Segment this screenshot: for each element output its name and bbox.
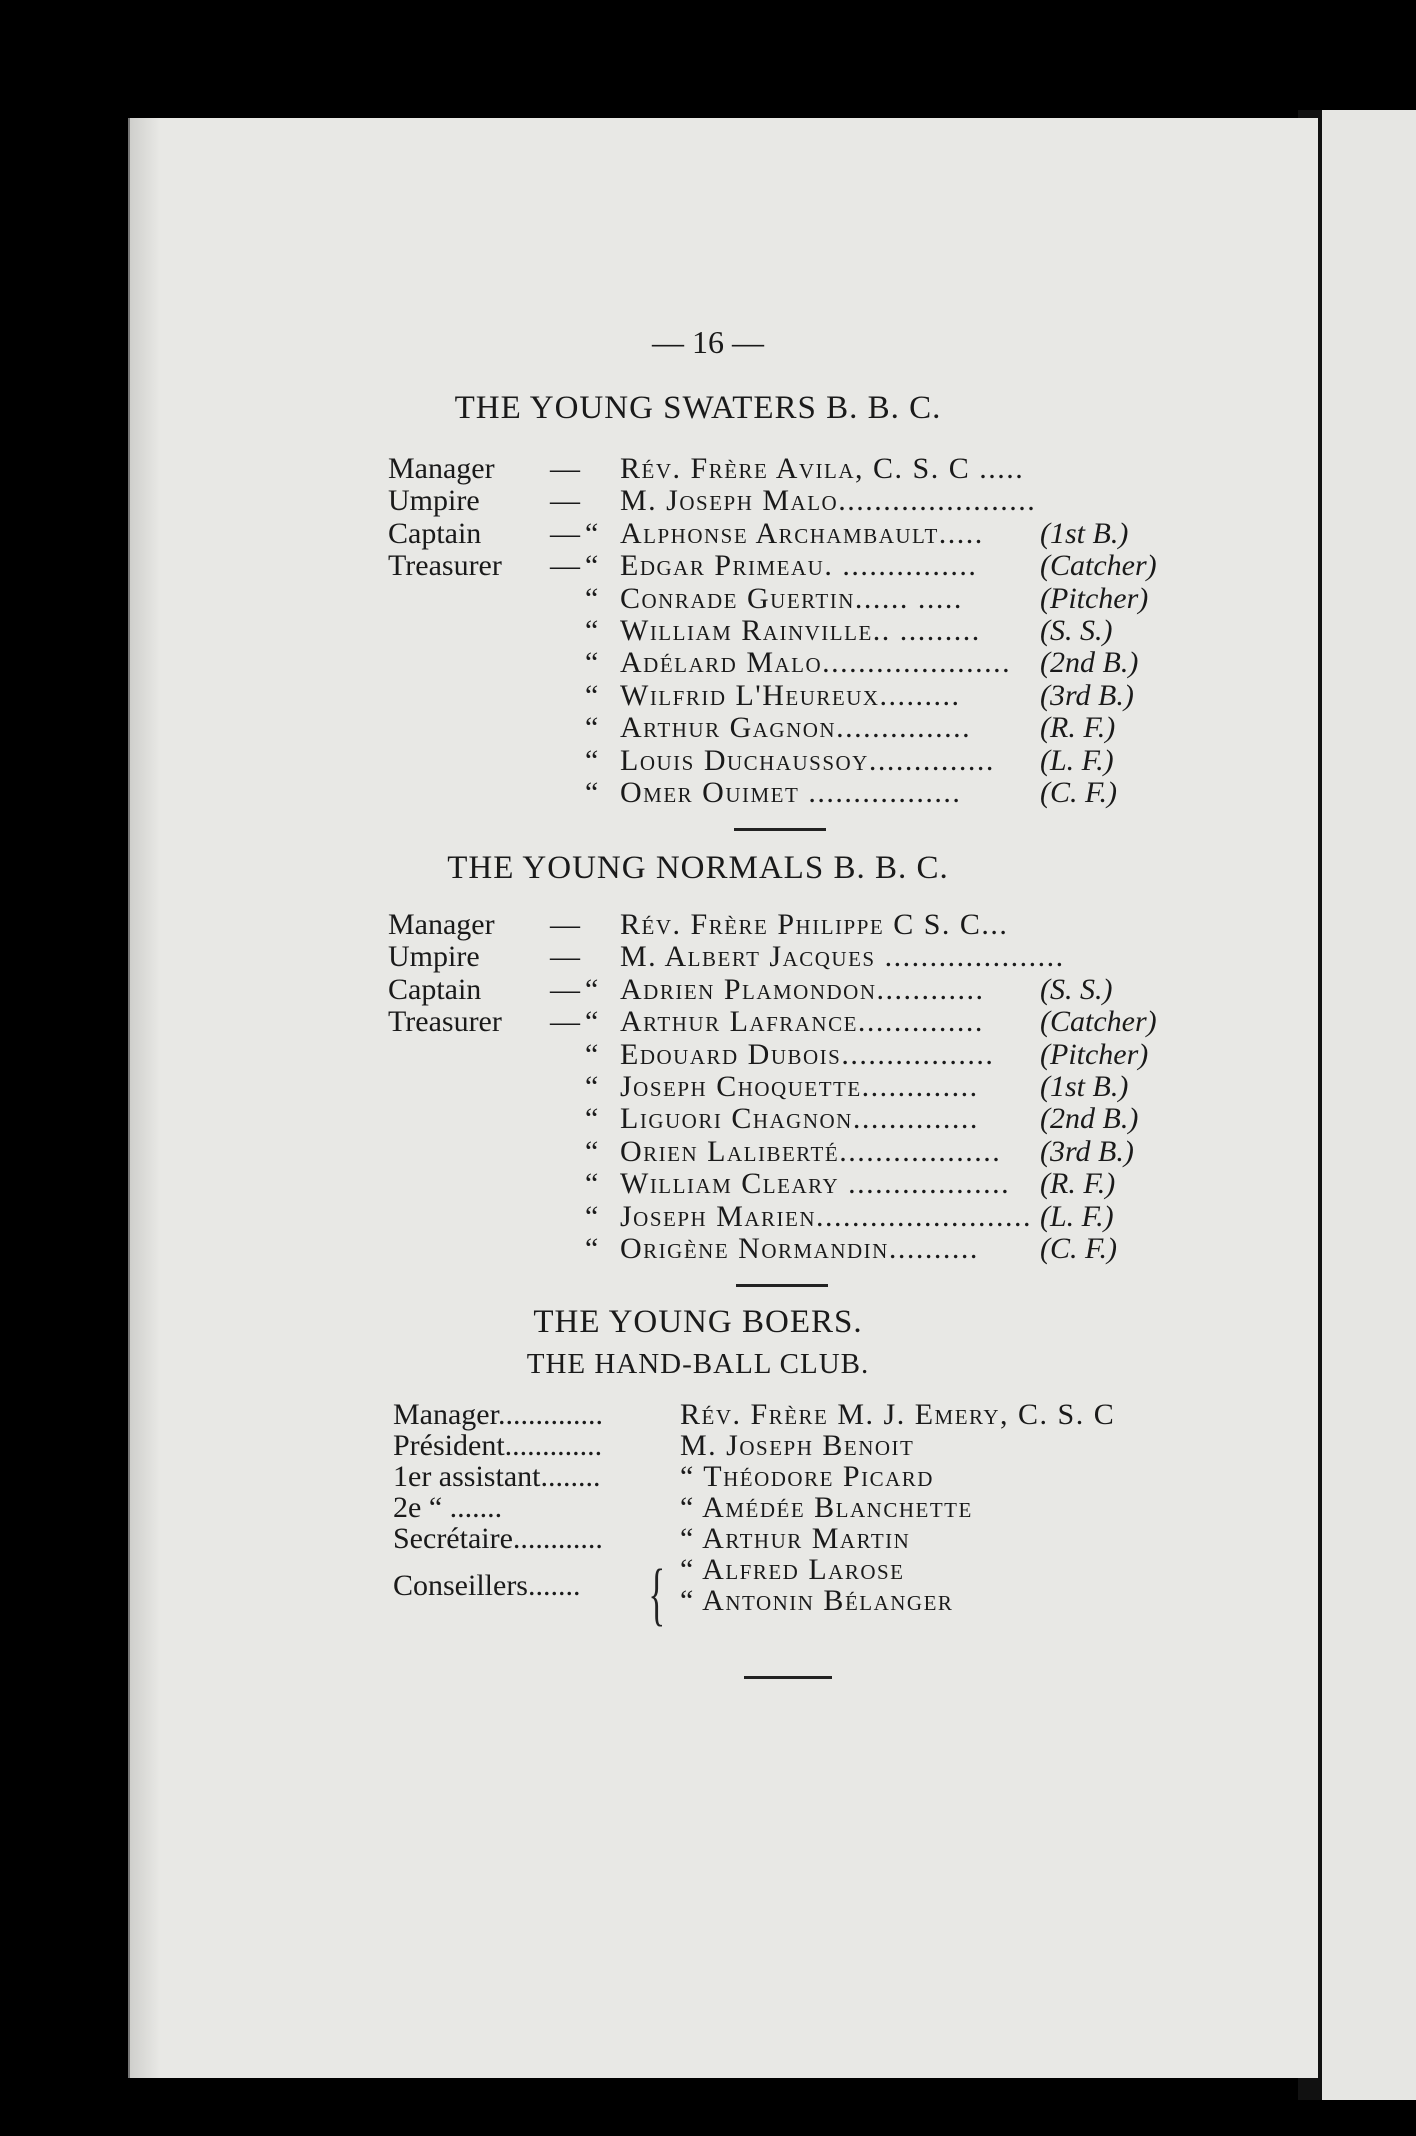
officer-role: Captain: [388, 516, 482, 550]
role-dash: —: [550, 1005, 580, 1039]
member-name: Joseph Choquette.............: [620, 1070, 979, 1103]
roster-row: [0, 1005, 1416, 1039]
officer-name: “ Antonin Bélanger: [680, 1584, 954, 1617]
player-position: (S. S.): [1040, 614, 1113, 647]
player-position: (1st B.): [1040, 516, 1129, 550]
ditto-mark: “: [585, 776, 599, 809]
officer-role: Treasurer: [388, 549, 502, 583]
member-name: M. Joseph Malo......................: [620, 484, 1037, 518]
officer-role: 1er assistant........: [393, 1460, 601, 1493]
member-name: William Rainville.. .........: [620, 614, 981, 647]
roster-row: [0, 1232, 1416, 1266]
officer-role: Umpire: [388, 484, 480, 518]
player-position: (S. S.): [1040, 972, 1113, 1006]
officer-role: Captain: [388, 972, 482, 1006]
role-dash: —: [550, 484, 580, 518]
player-position: (Catcher): [1040, 1005, 1157, 1039]
conseillers-brace: {: [648, 1556, 666, 1633]
officer-role: Conseillers.......: [393, 1569, 581, 1602]
member-name: Wilfrid L'Heureux.........: [620, 678, 961, 712]
member-name: Edouard Dubois.................: [620, 1037, 995, 1071]
section-title-boers: THE YOUNG BOERS.: [533, 1304, 863, 1340]
roster-row: [0, 940, 1416, 974]
roster-row: [0, 908, 1416, 942]
ditto-mark: “: [585, 646, 599, 680]
officer-role: Treasurer: [388, 1005, 502, 1039]
ditto-mark: “: [585, 711, 599, 745]
roster-row: [0, 484, 1416, 518]
member-name: Joseph Marien........................: [620, 1199, 1033, 1233]
officer-name: Rév. Frère M. J. Emery, C. S. C: [680, 1398, 1116, 1431]
officer-role: Secrétaire............: [393, 1522, 603, 1555]
player-position: (C. F.): [1040, 1232, 1117, 1265]
handball-row: [0, 1429, 1416, 1463]
officer-role: Manager..............: [393, 1398, 603, 1431]
officer-role: Manager: [388, 452, 495, 485]
ditto-mark: “: [585, 1232, 599, 1265]
role-dash: —: [550, 452, 580, 485]
handball-row: [0, 1398, 1416, 1432]
section-title-normals: THE YOUNG NORMALS B. B. C.: [447, 850, 949, 886]
ditto-mark: “: [585, 1037, 599, 1071]
officer-role: Manager: [388, 908, 495, 941]
roster-row: [0, 646, 1416, 680]
member-name: Edgar Primeau. ...............: [620, 549, 978, 583]
player-position: (Pitcher): [1040, 1037, 1149, 1071]
player-position: (Catcher): [1040, 549, 1157, 583]
member-name: Louis Duchaussoy..............: [620, 743, 995, 777]
officer-name: “ Amédée Blanchette: [680, 1491, 973, 1524]
player-position: (3rd B.): [1040, 678, 1134, 712]
member-name: Alphonse Archambault.....: [620, 516, 984, 550]
ditto-mark: “: [585, 1167, 599, 1201]
officer-name: “ Théodore Picard: [680, 1460, 934, 1493]
player-position: (2nd B.): [1040, 646, 1139, 680]
member-name: M. Albert Jacques ....................: [620, 940, 1065, 974]
section-subtitle-handball: THE HAND-BALL CLUB.: [526, 1348, 870, 1380]
roster-row: [0, 744, 1416, 778]
roster-row: [0, 1102, 1416, 1136]
player-position: (L. F.): [1040, 743, 1114, 777]
ditto-mark: “: [585, 516, 599, 550]
role-dash: —: [550, 516, 580, 550]
member-name: Adélard Malo.....................: [620, 646, 1012, 680]
handball-row: [0, 1584, 1416, 1618]
section-title-swaters: THE YOUNG SWATERS B. B. C.: [454, 390, 942, 426]
role-dash: —: [550, 940, 580, 974]
player-position: (C. F.): [1040, 776, 1117, 809]
player-position: (L. F.): [1040, 1199, 1114, 1233]
page-number: — 16 —: [652, 324, 764, 360]
member-name: Conrade Guertin...... .....: [620, 581, 963, 615]
handball-row: [0, 1460, 1416, 1494]
role-dash: —: [550, 972, 580, 1006]
ditto-mark: “: [585, 1005, 599, 1039]
officer-role: 2e “ .......: [393, 1491, 503, 1524]
roster-row: [0, 1070, 1416, 1104]
roster-row: [0, 614, 1416, 648]
roster-row: [0, 679, 1416, 713]
member-name: Liguori Chagnon..............: [620, 1102, 979, 1136]
player-position: (R. F.): [1040, 711, 1116, 745]
section-divider: [736, 1284, 828, 1287]
roster-row: [0, 549, 1416, 583]
officer-name: “ Arthur Martin: [680, 1522, 911, 1555]
section-divider: [744, 1676, 832, 1679]
handball-row: [0, 1522, 1416, 1556]
member-name: Arthur Lafrance..............: [620, 1005, 984, 1039]
ditto-mark: “: [585, 1070, 599, 1103]
member-name: Origène Normandin..........: [620, 1232, 979, 1265]
roster-row: [0, 1038, 1416, 1072]
player-position: (1st B.): [1040, 1070, 1129, 1103]
ditto-mark: “: [585, 972, 599, 1006]
officer-role: Président.............: [393, 1429, 603, 1462]
roster-row: [0, 711, 1416, 745]
roster-row: [0, 1167, 1416, 1201]
officer-role: Umpire: [388, 940, 480, 974]
role-dash: —: [550, 549, 580, 583]
player-position: (Pitcher): [1040, 581, 1149, 615]
member-name: William Cleary ..................: [620, 1167, 1011, 1201]
member-name: Orien Laliberté..................: [620, 1134, 1002, 1168]
roster-row: [0, 776, 1416, 810]
member-name: Adrien Plamondon............: [620, 972, 985, 1006]
role-dash: —: [550, 908, 580, 941]
roster-row: [0, 973, 1416, 1007]
member-name: Arthur Gagnon...............: [620, 711, 972, 745]
officer-name: “ Alfred Larose: [680, 1553, 905, 1586]
player-position: (R. F.): [1040, 1167, 1116, 1201]
roster-row: [0, 1200, 1416, 1234]
member-name: Rév. Frère Avila, C. S. C .....: [620, 452, 1025, 485]
roster-row: [0, 1135, 1416, 1169]
member-name: Omer Ouimet .................: [620, 776, 962, 809]
section-divider: [734, 828, 826, 831]
ditto-mark: “: [585, 1102, 599, 1136]
roster-row: [0, 517, 1416, 551]
player-position: (3rd B.): [1040, 1134, 1134, 1168]
ditto-mark: “: [585, 549, 599, 583]
roster-row: [0, 452, 1416, 486]
officer-name: M. Joseph Benoit: [680, 1429, 915, 1462]
roster-row: [0, 582, 1416, 616]
member-name: Rév. Frère Philippe C S. C...: [620, 908, 1009, 941]
ditto-mark: “: [585, 743, 599, 777]
ditto-mark: “: [585, 678, 599, 712]
ditto-mark: “: [585, 581, 599, 615]
ditto-mark: “: [585, 614, 599, 647]
player-position: (2nd B.): [1040, 1102, 1139, 1136]
handball-row: [0, 1491, 1416, 1525]
ditto-mark: “: [585, 1199, 599, 1233]
ditto-mark: “: [585, 1134, 599, 1168]
